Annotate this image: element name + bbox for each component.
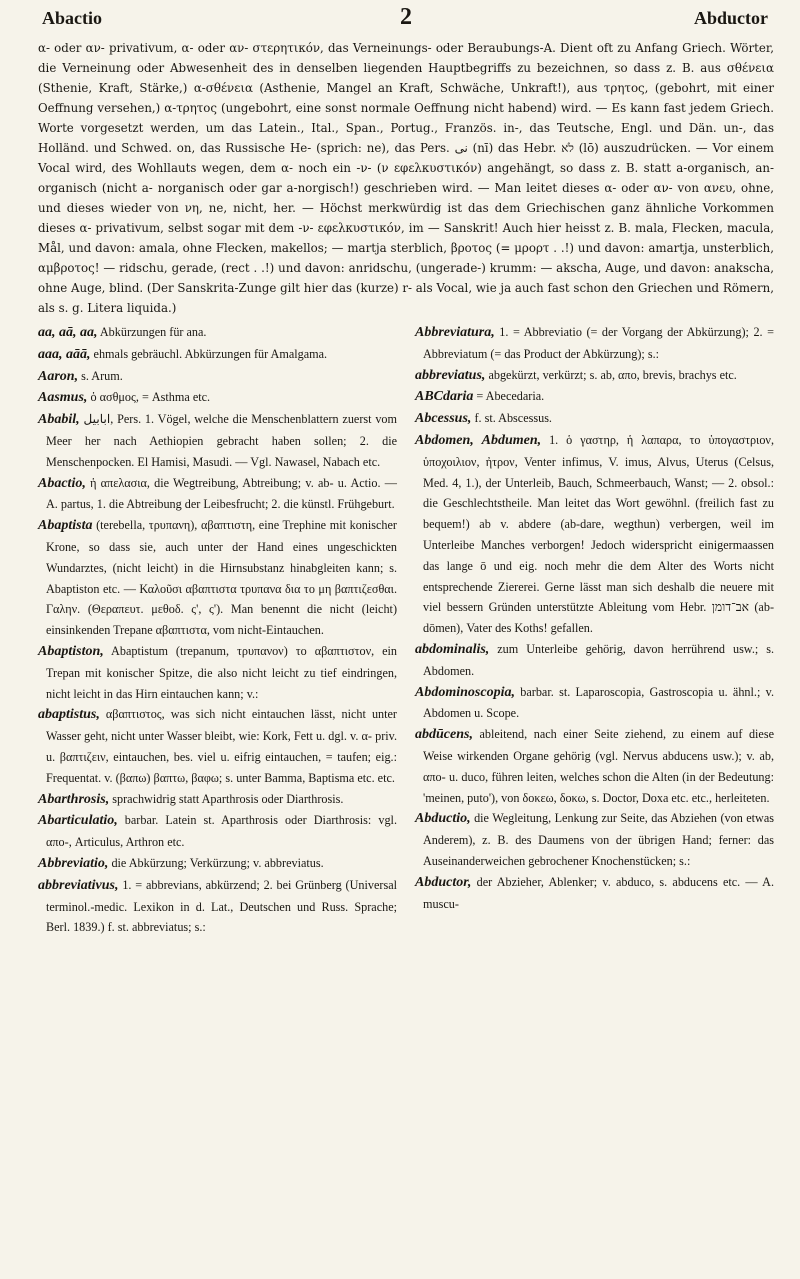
entry-headword: Abaptiston, <box>38 643 104 659</box>
dictionary-entry <box>415 639 774 682</box>
dictionary-entry <box>38 704 397 788</box>
two-column-body <box>38 322 774 938</box>
entry-headword: Aasmus, <box>38 390 88 406</box>
dictionary-page <box>38 4 774 1270</box>
entry-headword: aaa, aāā, <box>38 346 91 362</box>
entry-definition: barbar. Latein st. Aparthrosis oder Diarthrosis: vgl. απο-, Articulus, Arthron etc. <box>46 813 397 850</box>
entry-headword: Abductio, <box>415 811 471 827</box>
entry-headword: Abbreviatio, <box>38 855 109 871</box>
entry-headword: Abcessus, <box>415 411 472 427</box>
dictionary-entry <box>38 322 397 344</box>
dictionary-entry <box>415 872 774 915</box>
entry-headword: abbreviatus, <box>415 367 486 383</box>
dictionary-entry <box>38 409 397 472</box>
entry-definition: sprachwidrig statt Aparthrosis oder Diarthrosis. <box>109 791 344 806</box>
entry-definition: ableitend, nach einer Seite ziehend, zu einem auf diese Weise wirkenden Organe gehörig (vgl. Nervus abducens usw.); v. ab, απο- u. duco, führen leiten, welches schon die Alten (in der Bedeutung: 'meinen, puto'), von δοκεω, δοκω, s. Doctor, Doxa etc. etc., herleiteten. <box>423 727 774 805</box>
entry-headword: abdūcens, <box>415 727 473 743</box>
dictionary-entry <box>38 789 397 811</box>
dictionary-entry <box>38 641 397 704</box>
entry-headword: Abdomen, Abdumen, <box>415 432 542 448</box>
entry-definition: Abaptistum (trepanum, τρυπανον) το αβαπτιστον, ein Trepan mit konischer Spitze, die also nicht leicht zu tief eindringen, nicht leicht in das Hirn eintauchen kann; v.: <box>46 643 397 701</box>
intro-paragraph <box>38 38 774 318</box>
entry-definition: ehmals gebräuchl. Abkürzungen für Amalgama. <box>90 346 328 361</box>
entry-definition: die Wegleitung, Lenkung zur Seite, das Abziehen (von etwas Anderem), z. B. des Daumens von der übrigen Hand; ferner: das Auseinanderweichen gebrochener Knochenstücken; s.: <box>423 811 774 868</box>
entry-definition: abgekürzt, verkürzt; s. ab, απο, brevis, brachys etc. <box>485 367 737 382</box>
dictionary-entry <box>415 386 774 408</box>
entry-definition: ἡ απελασια, die Wegtreibung, Abtreibung; v. ab- u. Actio. — A. partus, 1. die Abtreibung der Leibesfrucht; 2. die künstl. Frühgeburt. <box>46 475 397 512</box>
entry-definition: 1. = abbrevians, abkürzend; 2. bei Grünberg (Universal terminol.-medic. Lexikon in d. Lat., Deutschen und Russ. Sprache; Berl. 1839.) f. st. abbreviatus; s.: <box>46 877 397 935</box>
dictionary-entry <box>415 408 774 430</box>
dictionary-entry <box>38 875 397 938</box>
dictionary-entry <box>38 366 397 388</box>
entry-headword: Ababil, <box>38 412 80 428</box>
entry-definition: 1. = Abbreviatio (= der Vorgang der Abkürzung); 2. = Abbreviatum (= das Product der Abkürzung); s.: <box>423 325 774 361</box>
entry-headword: Abactio, <box>38 475 86 491</box>
page-header <box>38 4 774 38</box>
entry-headword: ABCdaria <box>415 389 474 405</box>
dictionary-entry <box>38 387 397 409</box>
entry-definition: = Abecedaria. <box>473 389 545 404</box>
entry-headword: abaptistus, <box>38 707 100 723</box>
entry-headword: Abductor, <box>415 874 472 890</box>
entry-headword: Abdominoscopia, <box>415 684 515 700</box>
dictionary-entry <box>415 322 774 365</box>
entry-headword: Abarthrosis, <box>38 791 110 807</box>
dictionary-entry <box>38 515 397 641</box>
entry-headword: Aaron, <box>38 368 79 384</box>
entry-definition: (terebella, τρυπανη), αβαπτιστη, eine Trephine mit konischer Krone, so dass sie, auch unter der Hand eines ungeschickten Wundarztes, (nicht leicht) in die Hirnsubstanz hinabgleiten kann; s. Abaptiston etc. — Καλοῦσι αβαπτιστα τρυπανα δια το μη βαπτιζεσθαι. Γαλην. (Θεραπευτ. μεθοδ. ς', ς'). Man benennt die nicht (leicht) einsinkenden Trepane αβαπτιστα, vom nicht-Eintauchen. <box>46 518 397 638</box>
entry-definition: 1. ὁ γαστηρ, ἡ λαπαρα, το ὑπογαστριον, ὑποχοιλιον, ἠτρον, Venter infimus, V. imus, Alvus, Uterus (Celsus, Med. 4, 1.), der Unterleib, Bauch, Schmeerbauch, Wanst; — 2. obsol.: die Geschlechtstheile. Man leitet das Wort gewöhnl. (freilich fast zu bequem!) ab v. abdere (ab-dare, wegthun) verbergen, weil im Unterleibe Manches verborgen! Jedoch widerspricht einigermaassen das lange ō und eig. noch mehr die dem Alter des Worts nicht entsprechende Ziererei. Gerne lässt man sich deshalb die neuere mit viel bessern Gründen unterstützte Ableitung vom Hebr. אב־דומן (ab-dōmen), Vater des Koths! gefallen. <box>423 432 774 636</box>
dictionary-entry <box>38 810 397 853</box>
entry-headword: Abaptista <box>38 518 93 534</box>
entry-definition: ابابيل, Pers. 1. Vögel, welche die Menschenblattern zuerst vom Meer her nach Aethiopien gebracht haben sollen; 2. die Menschenpocken. El Hamisi, Masudi. — Vgl. Nawasel, Nabach etc. <box>46 412 398 469</box>
entry-definition: der Abzieher, Ablenker; v. abduco, s. abducens etc. — A. muscu- <box>423 874 774 911</box>
entry-definition: ὁ ασθμος, = Asthma etc. <box>87 390 211 405</box>
dictionary-entry <box>415 682 774 725</box>
entry-headword: aa, aā, aa, <box>38 325 98 340</box>
entry-definition: s. Arum. <box>78 368 123 383</box>
entry-definition: zum Unterleibe gehörig, davon herrührend usw.; s. Abdomen. <box>423 641 774 678</box>
intro-text: α- oder αν- privativum, α- oder αν- στερητικόν, das Verneinungs- oder Beraubungs-A. Dient oft zu Anfang Griech. Wörter, die Verneinung oder Abwesenheit des in denselben liegenden Hauptbegriffs zu bezeichnen, so dass z. B. aus σθένεια (Sthenie, Kraft, Stärke,) α-σθένεια (Asthenie, Mangel an Kraft, Schwäche, Unkraft!), aus τρητος, (gebohrt, mit einer Oeffnung versehen,) α-τρητος (ungebohrt, eine sonst normale Oeffnung nicht habend) wird. — Es kann fast jedem Griech. Worte vorgesetzt werden, um das Latein., Ital., Span., Portug., Französ. in-, das Teutsche, Engl. und Dän. un-, das Holländ. und Schwed. on, das Russische Не- (sprich: ne), das Pers. نى (nī) das Hebr. לֹא (lō) auszudrücken. — Vor einem Vocal wird, des Wohllauts wegen, dem α- noch ein -ν- (ν εφελκυστικόν) angehängt, so dass z. B. statt a-organisch, an-organisch (nicht a- norganisch oder gar a-norgisch!) geschrieben wird. — Man leitet dieses α- oder αν- von ανευ, ohne, und dieses wieder von νη, ne, nicht, her. — Höchst merkwürdig ist das dem Griechischen ganz ähnliche Vorkommen dieses α- privativum, selbst sogar mit dem -ν- εφελκυστικόν, im — Sanskrit! Auch hier heisst z. B. mala, Flecken, macula, Mål, und davon: amala, ohne Flecken, makellos; — martja sterblich, βροτος (= μρορτ . .!) und davon: amartja, unsterblich, αμβροτος! — ridschu, gerade, (rect . .!) und davon: anridschu, (ungerade-) krumm: — akscha, Auge, und davon: anakscha, ohne Auge, blind. (Der Sanskrita-Zunge gilt hier das (kurze) r- als Vocal, wie ja auch fast schon den Griechen und Römern, als s. g. Litera liquida.) <box>38 41 774 315</box>
dictionary-entry <box>415 430 774 639</box>
dictionary-entry <box>415 724 774 808</box>
entry-headword: abbreviativus, <box>38 877 119 893</box>
entry-definition: Abkürzungen für ana. <box>97 325 207 339</box>
entry-definition: αβαπτιστος, was sich nicht eintauchen lässt, nicht unter Wasser geht, nicht unter Wasser bleibt, wie: Kork, Fett u. dgl. v. α- priv. u. βαπτιζειν, eintauchen, bes. viel u. eifrig eintauchen, = taufen; eig.: Frequentat. v. (βαπω) βαπτω, βαφω; s. unter Bamma, Baptisma etc. etc. <box>46 707 397 785</box>
dictionary-entry <box>415 365 774 387</box>
right-column <box>415 322 774 938</box>
entry-headword: abdominalis, <box>415 641 490 657</box>
entry-definition: f. st. Abscessus. <box>471 411 552 426</box>
header-left-catchword: Abactio <box>42 8 102 28</box>
entry-definition: barbar. st. Laparoscopia, Gastroscopia u. ähnl.; v. Abdomen u. Scope. <box>423 684 774 721</box>
header-right-catchword: Abductor <box>693 8 768 28</box>
dictionary-entry <box>38 853 397 875</box>
dictionary-entry <box>38 473 397 516</box>
page-number: 2 <box>400 4 412 30</box>
dictionary-entry <box>38 344 397 366</box>
entry-headword: Abbreviatura, <box>415 325 495 340</box>
entry-definition: die Abkürzung; Verkürzung; v. abbreviatus. <box>108 855 324 870</box>
entry-headword: Abarticulatio, <box>38 813 118 829</box>
left-column <box>38 322 397 938</box>
dictionary-entry <box>415 808 774 871</box>
